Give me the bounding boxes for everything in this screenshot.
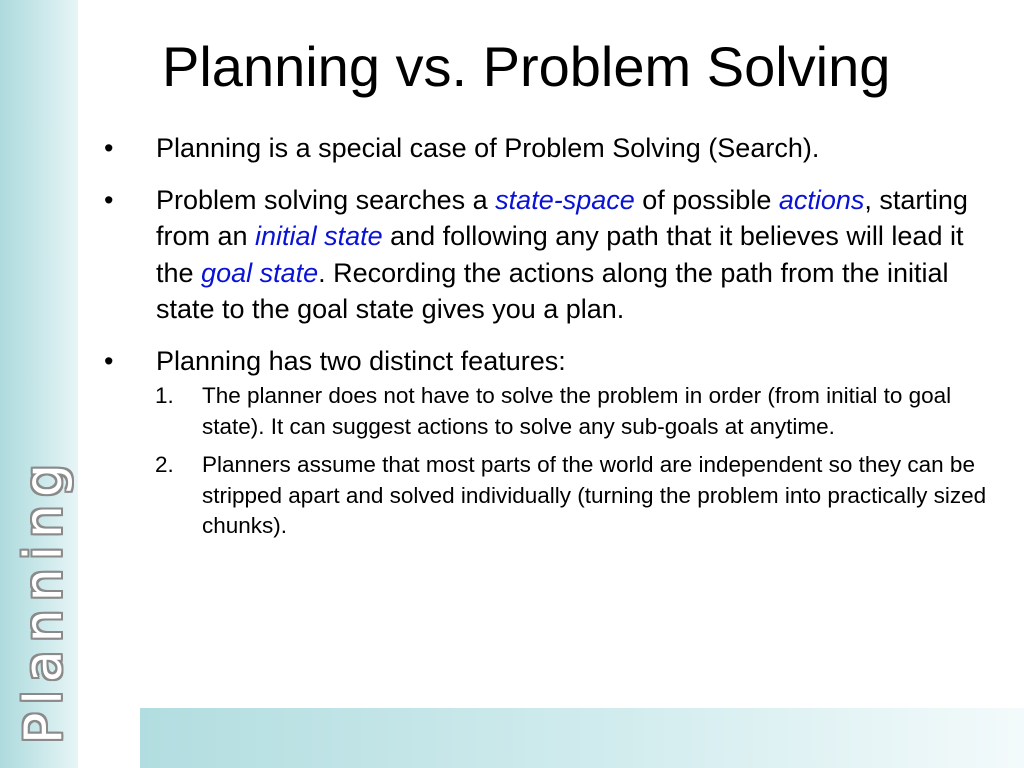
numbered-item-2: [100, 450, 1000, 542]
slide-title: Planning vs. Problem Solving: [162, 35, 891, 98]
bullet-text: of possible: [634, 184, 779, 215]
term-initial-state: initial state: [255, 221, 383, 251]
bullet-marker: •: [104, 184, 114, 215]
bullet-list: [100, 130, 1000, 557]
bullet-text: Planning is a special case of Problem Solving (Search).: [156, 133, 820, 163]
bullet-text: . Recording the actions along the path from the initial state to the goal state gives you a plan.: [156, 257, 949, 324]
item-number: 1.: [155, 383, 174, 408]
bullet-text: and following any path that it believes will lead it the: [156, 221, 964, 288]
bullet-text: Planning has two distinct features:: [156, 345, 566, 376]
bullet-marker: •: [104, 345, 114, 376]
term-goal-state: goal state: [201, 257, 319, 288]
item-number: 2.: [155, 452, 174, 477]
bullet-item-1: [100, 130, 1000, 167]
item-text: The planner does not have to solve the problem in order (from initial to goal state). It can suggest actions to solve any sub-goals at anytime.: [202, 383, 952, 439]
term-state-space: state-space: [495, 184, 635, 215]
bullet-text: Problem solving searches a: [156, 184, 496, 215]
bullet-text: , starting from an: [156, 184, 968, 251]
bottom-decoration-band: [140, 708, 1024, 768]
term-actions: actions: [778, 184, 865, 215]
bullet-item-2: [100, 182, 1000, 328]
bullet-item-3: [100, 343, 1000, 542]
numbered-item-1: [100, 381, 1000, 442]
numbered-sublist: [100, 381, 1000, 542]
item-text: Planners assume that most parts of the world are independent so they can be stripped apart and solved individually (turning the problem into practically sized chunks).: [202, 452, 987, 538]
side-label: Planning: [14, 456, 74, 744]
bullet-marker: •: [104, 133, 114, 163]
